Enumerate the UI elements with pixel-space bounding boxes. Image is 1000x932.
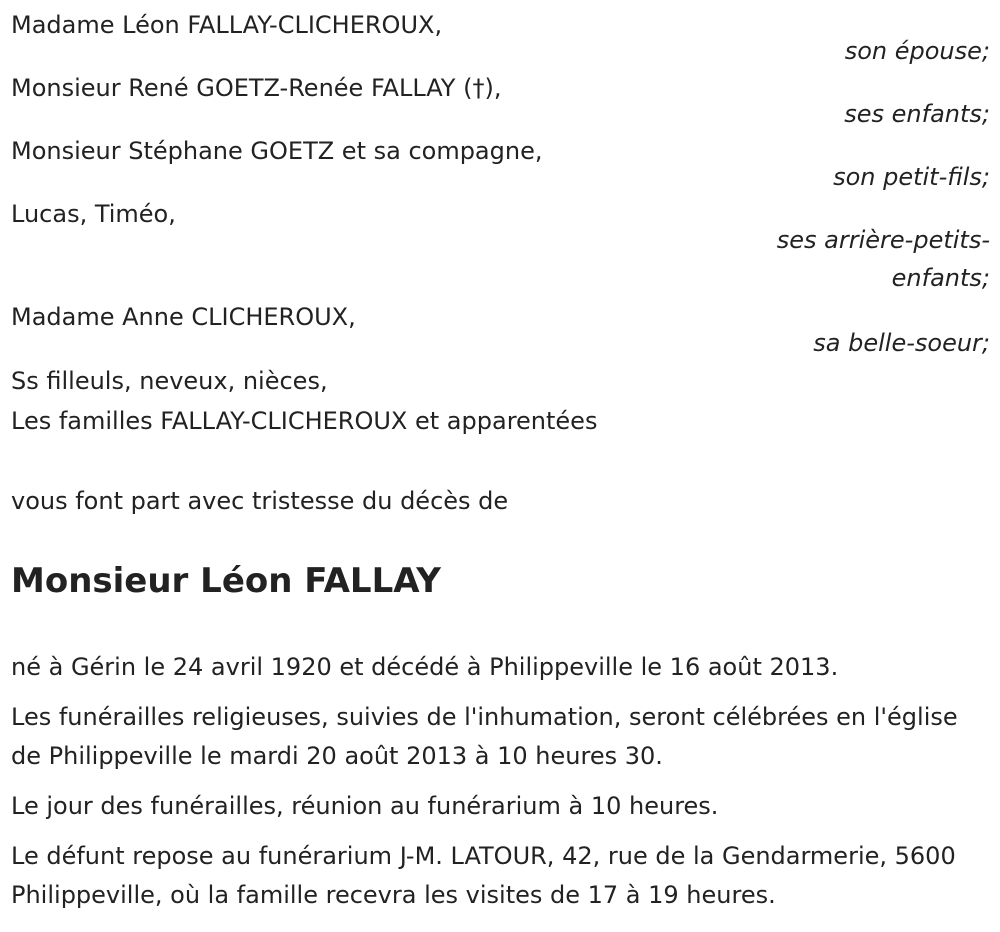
family-member-name: Monsieur René GOETZ-Renée FALLAY (†), bbox=[11, 74, 502, 102]
family-entry-great-grandchildren bbox=[11, 195, 990, 297]
family-entry-children bbox=[11, 69, 990, 133]
funeral-paragraph: Les funérailles religieuses, suivies de l'inhumation, seront célébrées en l'église de Philippeville le mardi 20 août 2013 à 10 heures 30. bbox=[11, 703, 958, 770]
announcement-line: vous font part avec tristesse du décès de bbox=[11, 487, 509, 515]
family-member-name: Madame Léon FALLAY-CLICHEROUX, bbox=[11, 11, 443, 39]
family-member-name: Lucas, Timéo, bbox=[11, 200, 176, 228]
deceased-name: Monsieur Léon FALLAY bbox=[11, 561, 441, 601]
family-entry-spouse bbox=[11, 6, 990, 70]
family-relation: ses enfants; bbox=[844, 100, 990, 128]
family-entry-grandson bbox=[11, 132, 990, 196]
family-relation: son épouse; bbox=[844, 37, 990, 65]
godchildren-line: Ss filleuls, neveux, nièces, bbox=[11, 367, 328, 395]
family-member-name: Madame Anne CLICHEROUX, bbox=[11, 303, 356, 331]
gathering-paragraph: Le jour des funérailles, réunion au funérarium à 10 heures. bbox=[11, 792, 719, 820]
family-relation-continued: enfants; bbox=[891, 264, 990, 292]
families-line: Les familles FALLAY-CLICHEROUX et apparentées bbox=[11, 407, 598, 435]
family-relation: sa belle-soeur; bbox=[813, 329, 990, 357]
family-member-name: Monsieur Stéphane GOETZ et sa compagne, bbox=[11, 137, 543, 165]
visitation-paragraph: Le défunt repose au funérarium J-M. LATOUR, 42, rue de la Gendarmerie, 5600 Philippeville, où la famille recevra les visites de 17 à 19 heures. bbox=[11, 842, 956, 909]
family-relation: ses arrière-petits- bbox=[776, 226, 990, 254]
family-relation: son petit-fils; bbox=[833, 163, 990, 191]
birth-death-paragraph: né à Gérin le 24 avril 1920 et décédé à Philippeville le 16 août 2013. bbox=[11, 653, 839, 681]
family-entry-sister-in-law bbox=[11, 298, 990, 362]
